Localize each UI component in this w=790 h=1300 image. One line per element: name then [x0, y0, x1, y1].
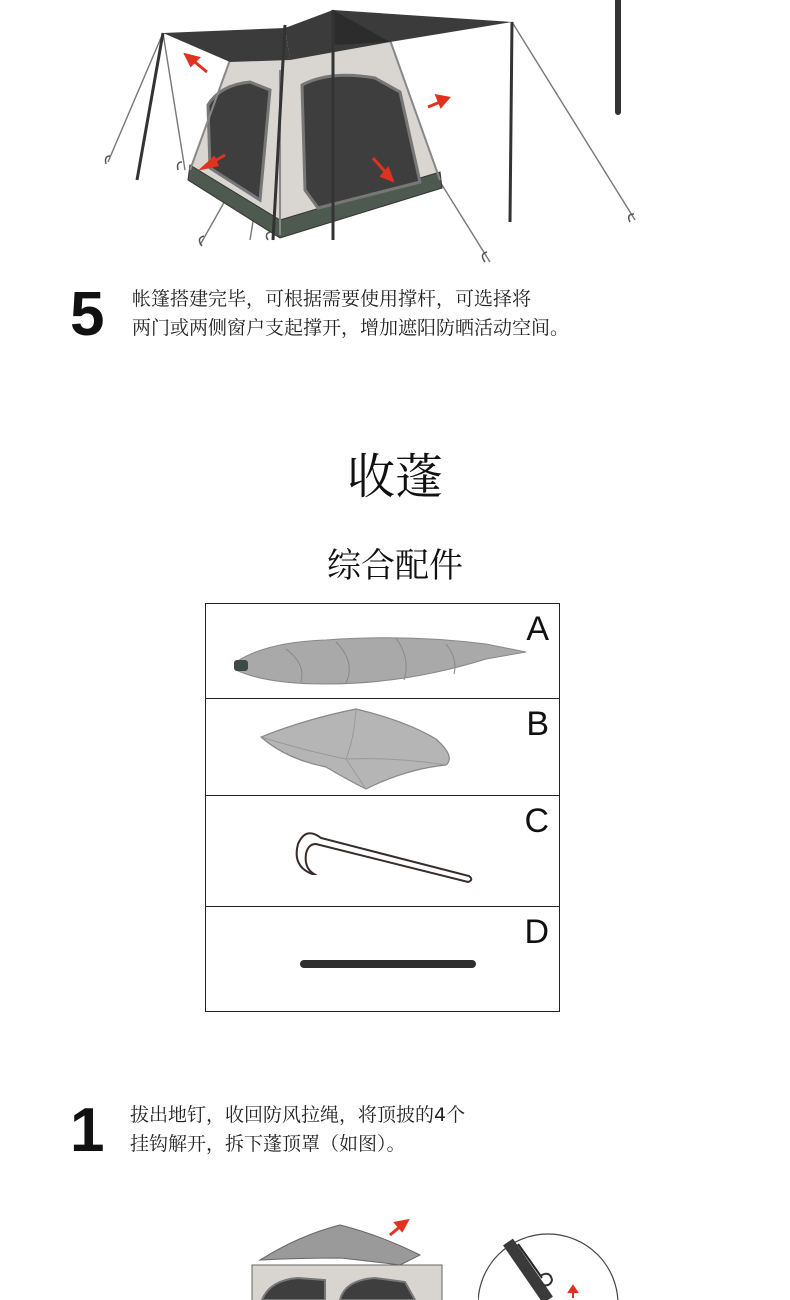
section-subtitle: 综合配件: [327, 546, 463, 586]
step-description: [130, 1101, 465, 1159]
step-description: [132, 285, 569, 343]
canopy-cover-icon: [206, 699, 559, 795]
step-description-line: 挂钩解开，拆下蓬顶罩（如图）。: [130, 1133, 406, 1155]
section-title: 收蓬: [346, 449, 443, 505]
step-number: 1: [70, 1096, 105, 1165]
step-description-line: 两门或两侧窗户支起撑开，增加遮阳防晒活动空间。: [132, 317, 570, 339]
tent-canopy-removal-illustration: [230, 1210, 470, 1300]
step-number: 5: [70, 280, 105, 349]
accessories-table: [205, 603, 560, 1012]
accessory-letter: D: [524, 913, 549, 951]
accessory-row-b: [206, 699, 559, 796]
accessory-row-a: [206, 604, 559, 699]
hook-detail-circle: [478, 1232, 628, 1300]
accessory-letter: A: [526, 610, 549, 648]
step-description-line: 拔出地钉，收回防风拉绳，将顶披的4个: [130, 1104, 466, 1126]
accessory-letter: B: [526, 705, 549, 743]
accessory-letter: C: [524, 802, 549, 840]
tent-bag-icon: [206, 604, 559, 698]
ground-stake-icon: [206, 796, 559, 906]
tent-with-canopy-illustration: [90, 0, 650, 270]
accessory-row-d: [206, 907, 559, 1011]
accessory-row-c: [206, 796, 559, 907]
support-pole-icon: [206, 907, 559, 1011]
step-description-line: 帐篷搭建完毕，可根据需要使用撑杆，可选择将: [132, 288, 532, 310]
